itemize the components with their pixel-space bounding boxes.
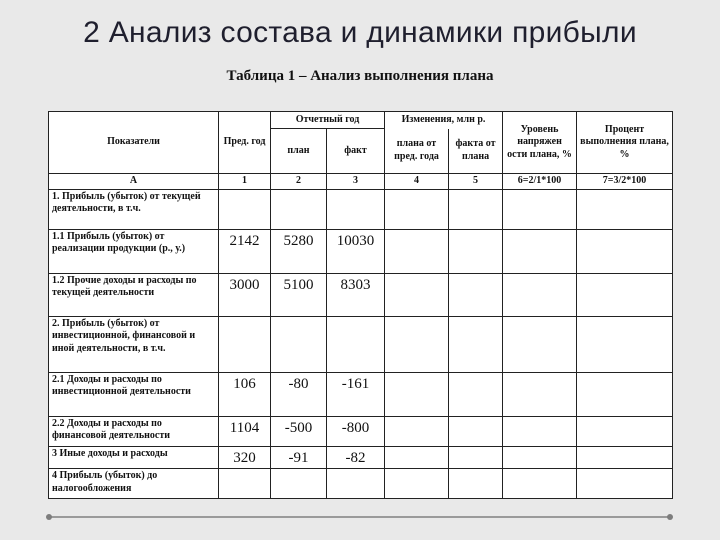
cell-fact: -161	[327, 372, 385, 416]
cell-plan-vs-prev	[385, 316, 449, 372]
cell-tension	[503, 189, 577, 229]
cell-execution	[577, 416, 673, 446]
row-label: 2. Прибыль (убыток) от инвестиционной, финансовой и иной деятельности, в т.ч.	[49, 316, 219, 372]
header-report-year: Отчетный год	[271, 112, 385, 129]
cell-plan-vs-prev	[385, 446, 449, 469]
cell-prev-year	[219, 189, 271, 229]
cell-prev-year: 320	[219, 446, 271, 469]
cell-tension	[503, 446, 577, 469]
row-label: 1. Прибыль (убыток) от текущей деятельности, в т.ч.	[49, 189, 219, 229]
row-label: 4 Прибыль (убыток) до налогообложения	[49, 469, 219, 499]
table-row	[49, 372, 673, 416]
cell-plan-vs-prev	[385, 229, 449, 273]
cell-fact: -800	[327, 416, 385, 446]
cell-prev-year: 1104	[219, 416, 271, 446]
cell-execution	[577, 229, 673, 273]
cell-prev-year: 3000	[219, 273, 271, 316]
header-execution: Процент выполнения плана, %	[577, 112, 673, 174]
header-indicator: Показатели	[49, 112, 219, 174]
cell-execution	[577, 189, 673, 229]
cell-fact-vs-plan	[449, 229, 503, 273]
row-label: 2.2 Доходы и расходы по финансовой деятельности	[49, 416, 219, 446]
cell-plan-vs-prev	[385, 416, 449, 446]
table-row	[49, 416, 673, 446]
cell-prev-year	[219, 469, 271, 499]
index-cell: 7=3/2*100	[577, 174, 673, 190]
cell-plan	[271, 316, 327, 372]
cell-plan: -80	[271, 372, 327, 416]
cell-plan	[271, 189, 327, 229]
table-row	[49, 189, 673, 229]
cell-fact: 8303	[327, 273, 385, 316]
index-cell: 5	[449, 174, 503, 190]
cell-fact-vs-plan	[449, 273, 503, 316]
right-dot-icon	[667, 514, 673, 520]
index-cell: 6=2/1*100	[503, 174, 577, 190]
plan-analysis-table	[48, 111, 673, 499]
cell-fact-vs-plan	[449, 469, 503, 499]
cell-execution	[577, 316, 673, 372]
table-row	[49, 273, 673, 316]
cell-tension	[503, 229, 577, 273]
slide-title: 2 Анализ состава и динамики прибыли	[83, 16, 637, 49]
cell-plan-vs-prev	[385, 189, 449, 229]
table-caption: Таблица 1 – Анализ выполнения плана	[226, 68, 494, 84]
left-dot-icon	[46, 514, 52, 520]
cell-prev-year: 106	[219, 372, 271, 416]
cell-fact	[327, 469, 385, 499]
row-label: 1.1 Прибыль (убыток) от реализации продукции (р., у.)	[49, 229, 219, 273]
index-row	[49, 174, 673, 190]
index-cell: А	[49, 174, 219, 190]
cell-fact-vs-plan	[449, 372, 503, 416]
cell-execution	[577, 469, 673, 499]
header-plan-vs-prev: плана от пред. года	[385, 129, 449, 174]
index-cell: 4	[385, 174, 449, 190]
cell-plan: 5280	[271, 229, 327, 273]
cell-fact-vs-plan	[449, 189, 503, 229]
header-changes: Изменения, млн р.	[385, 112, 503, 129]
index-cell: 2	[271, 174, 327, 190]
plan-analysis-table-container	[48, 111, 672, 499]
table-row	[49, 469, 673, 499]
cell-tension	[503, 469, 577, 499]
header-row-1	[49, 112, 673, 129]
cell-execution	[577, 273, 673, 316]
header-prev-year: Пред. год	[219, 112, 271, 174]
cell-plan-vs-prev	[385, 469, 449, 499]
cell-plan-vs-prev	[385, 273, 449, 316]
cell-execution	[577, 372, 673, 416]
cell-tension	[503, 273, 577, 316]
cell-fact	[327, 316, 385, 372]
cell-tension	[503, 416, 577, 446]
cell-plan: 5100	[271, 273, 327, 316]
cell-plan: -500	[271, 416, 327, 446]
cell-plan-vs-prev	[385, 372, 449, 416]
cell-fact	[327, 189, 385, 229]
cell-prev-year: 2142	[219, 229, 271, 273]
index-cell: 3	[327, 174, 385, 190]
cell-execution	[577, 446, 673, 469]
table-row	[49, 446, 673, 469]
cell-prev-year	[219, 316, 271, 372]
bottom-divider	[49, 516, 669, 518]
table-row	[49, 316, 673, 372]
row-label: 2.1 Доходы и расходы по инвестиционной деятельности	[49, 372, 219, 416]
cell-tension	[503, 316, 577, 372]
header-plan: план	[271, 129, 327, 174]
header-fact-vs-plan: факта от плана	[449, 129, 503, 174]
cell-fact-vs-plan	[449, 446, 503, 469]
header-fact: факт	[327, 129, 385, 174]
index-cell: 1	[219, 174, 271, 190]
cell-plan	[271, 469, 327, 499]
table-row	[49, 229, 673, 273]
row-label: 1.2 Прочие доходы и расходы по текущей деятельности	[49, 273, 219, 316]
header-tension: Уровень напряжен ости плана, %	[503, 112, 577, 174]
cell-fact-vs-plan	[449, 416, 503, 446]
row-label: 3 Иные доходы и расходы	[49, 446, 219, 469]
cell-plan: -91	[271, 446, 327, 469]
cell-fact: -82	[327, 446, 385, 469]
cell-fact-vs-plan	[449, 316, 503, 372]
cell-tension	[503, 372, 577, 416]
cell-fact: 10030	[327, 229, 385, 273]
